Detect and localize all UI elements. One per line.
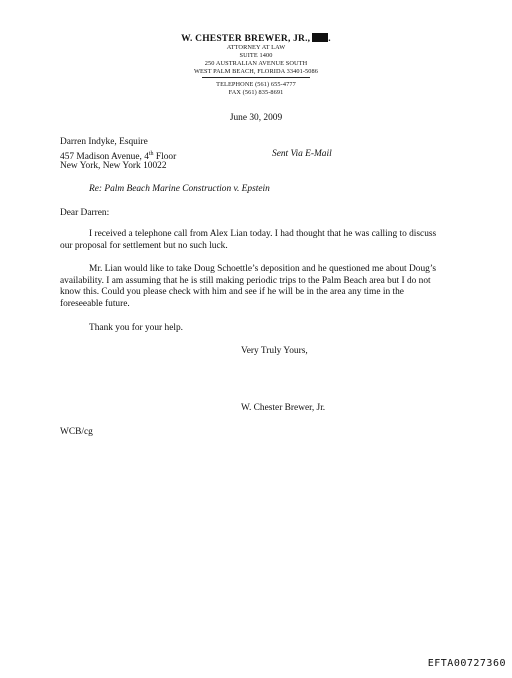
paragraph-1 bbox=[60, 229, 445, 252]
address-street: 457 Madison Avenue, 4 bbox=[60, 152, 149, 163]
letterhead-street: 250 AUSTRALIAN AVENUE SOUTH bbox=[204, 60, 308, 67]
letter-date: June 30, 2009 bbox=[229, 113, 283, 123]
paragraph-2 bbox=[60, 264, 445, 310]
redaction-block bbox=[312, 33, 328, 42]
re-line: Re: Palm Beach Marine Construction v. Epstein bbox=[89, 184, 270, 194]
attorney-name: W. CHESTER BREWER, JR., bbox=[181, 34, 311, 44]
typist-initials: WCB/cg bbox=[60, 427, 93, 437]
document-id: EFTA00727360 bbox=[427, 658, 506, 669]
letterhead-name bbox=[0, 33, 512, 44]
letterhead bbox=[0, 33, 512, 97]
paragraph-1-text: I received a telephone call from Alex Lian today. I had thought that he was calling to discuss our proposal for settlement but no such luck. bbox=[60, 229, 437, 251]
letterhead-telephone: TELEPHONE (561) 655-4777 bbox=[216, 81, 296, 88]
paragraph-2-text: Mr. Lian would like to take Doug Schoettle’s deposition and he questioned me about Doug’s availability. I am assuming that he is still making periodic trips to the Palm Beach area but I do not know this. Could you please check with him and see if he will be in the area any time in the foreseeable future. bbox=[60, 264, 437, 309]
recipient-name: Darren Indyke, Esquire bbox=[60, 137, 148, 147]
letterhead-suite: SUITE 1400 bbox=[239, 52, 273, 59]
address-floor: Floor bbox=[153, 152, 177, 163]
letterhead-divider bbox=[202, 77, 310, 78]
letterhead-title: ATTORNEY AT LAW bbox=[226, 44, 286, 51]
delivery-method: Sent Via E-Mail bbox=[272, 149, 332, 159]
salutation: Dear Darren: bbox=[60, 208, 110, 218]
address-ordinal: th bbox=[148, 151, 154, 157]
closing: Very Truly Yours, bbox=[241, 346, 308, 356]
letterhead-fax: FAX (561) 835-8691 bbox=[228, 89, 284, 96]
name-suffix: . bbox=[328, 34, 331, 44]
recipient-city: New York, New York 10022 bbox=[60, 161, 167, 171]
signature-name: W. Chester Brewer, Jr. bbox=[241, 403, 326, 413]
letterhead-city: WEST PALM BEACH, FLORIDA 33401-5086 bbox=[193, 68, 319, 75]
paragraph-3: Thank you for your help. bbox=[89, 323, 183, 333]
